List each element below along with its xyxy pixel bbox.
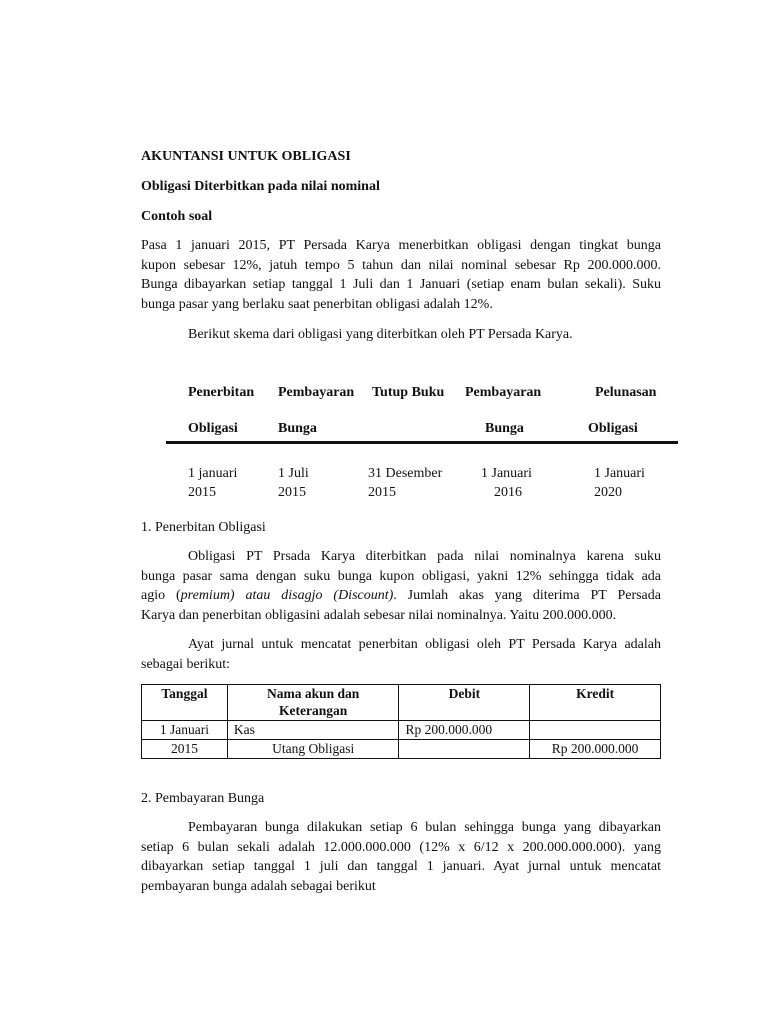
paragraph-line: Ayat jurnal untuk mencatat penerbitan obligasi oleh PT Persada Karya adalah (188, 637, 661, 652)
intro-line: kupon sebesar 12%, jatuh tempo 5 tahun dan nilai nominal sebesar Rp 200.000.000. (141, 257, 661, 273)
timeline-date-4: 1 Januari (481, 466, 532, 481)
cell-debit (399, 740, 530, 759)
paragraph-line: sebagai berikut: (141, 656, 231, 672)
paragraph-text: . Jumlah akas yang diterima PT Persada (393, 588, 661, 604)
journal-header-row (142, 685, 661, 721)
timeline-header-5: Pelunasan (595, 385, 657, 400)
timeline-header-2-sub: Bunga (278, 421, 317, 436)
intro-line: Bunga dibayarkan setiap tanggal 1 Juli dan 1 Januari (setiap enam bulan sekali). Suku (141, 277, 661, 293)
header-nama-akun (227, 685, 399, 721)
section-1-title: 1. Penerbitan Obligasi (141, 520, 266, 535)
timeline-header-1-sub: Obligasi (188, 421, 238, 436)
schema-intro: Berikut skema dari obligasi yang diterbitkan oleh PT Persada Karya. (188, 327, 573, 342)
timeline-date-5: 1 Januari (594, 466, 645, 481)
intro-line: Pasa 1 januari 2015, PT Persada Karya menerbitkan obligasi dengan tingkat bunga (141, 238, 661, 253)
cell-akun: Kas (227, 721, 399, 740)
paragraph-line: pembayaran bunga adalah sebagai berikut (141, 878, 376, 894)
table-row (142, 740, 661, 759)
header-tanggal: Tanggal (142, 685, 228, 721)
example-label: Contoh soal (141, 209, 213, 224)
intro-paragraph (141, 236, 661, 314)
section-2-paragraph (141, 818, 661, 896)
timeline-year-2: 2015 (278, 485, 306, 500)
timeline-header-5-sub: Obligasi (588, 421, 638, 436)
timeline-header-4-sub: Bunga (485, 421, 524, 436)
section-subheading: Obligasi Diterbitkan pada nilai nominal (141, 179, 380, 194)
paragraph-line: bunga pasar sama dengan suku bunga kupon obligasi, yakni 12% sehingga tidak ada (141, 568, 661, 584)
header-nama-akun-line2: Keterangan (279, 703, 348, 718)
timeline-header-4: Pembayaran (465, 385, 542, 400)
header-nama-akun-line1: Nama akun dan (267, 686, 360, 701)
cell-tanggal: 1 Januari (142, 721, 228, 740)
journal-table (141, 684, 661, 759)
cell-tanggal: 2015 (142, 740, 228, 759)
paragraph-line: Pembayaran bunga dilakukan setiap 6 bulan sehingga bunga yang dibayarkan (188, 820, 661, 835)
paragraph-line: dibayarkan setiap tanggal 1 juli dan tanggal 1 januari. Ayat jurnal untuk mencatat (141, 859, 661, 875)
timeline-header-1: Penerbitan (188, 385, 255, 400)
timeline-header-2: Pembayaran (278, 385, 355, 400)
timeline-rule (166, 441, 678, 444)
timeline-date-3: 31 Desember (368, 466, 443, 481)
cell-akun: Utang Obligasi (227, 740, 399, 759)
paragraph-line: Obligasi PT Prsada Karya diterbitkan pada nilai nominalnya karena suku (188, 549, 661, 564)
section-1-paragraph (141, 547, 661, 625)
timeline-year-3: 2015 (368, 485, 396, 500)
timeline-year-1: 2015 (188, 485, 216, 500)
timeline-date-1: 1 januari (188, 466, 238, 481)
header-kredit: Kredit (530, 685, 661, 721)
intro-line: bunga pasar yang berlaku saat penerbitan obligasi adalah 12%. (141, 296, 493, 312)
cell-kredit (530, 721, 661, 740)
paragraph-text: agio ( (141, 588, 181, 604)
timeline-header-3: Tutup Buku (372, 385, 445, 400)
document-heading: AKUNTANSI UNTUK OBLIGASI (141, 149, 351, 164)
paragraph-line: Karya dan penerbitan obligasini adalah sebesar nilai nominalnya. Yaitu 200.000.000. (141, 607, 617, 623)
timeline-date-2: 1 Juli (278, 466, 309, 481)
timeline-year-5: 2020 (594, 485, 622, 500)
timeline-year-4: 2016 (494, 485, 522, 500)
paragraph-line (141, 586, 661, 606)
header-debit: Debit (399, 685, 530, 721)
section-2-title: 2. Pembayaran Bunga (141, 791, 265, 806)
cell-debit: Rp 200.000.000 (399, 721, 530, 740)
paragraph-line: setiap 6 bulan sekali adalah 12.000.000.000 (12% x 6/12 x 200.000.000.000). yang (141, 839, 661, 855)
italic-term: premium) atau disagjo (Discount) (180, 588, 394, 604)
table-row (142, 721, 661, 740)
section-1-journal-intro (141, 635, 661, 674)
cell-kredit: Rp 200.000.000 (530, 740, 661, 759)
